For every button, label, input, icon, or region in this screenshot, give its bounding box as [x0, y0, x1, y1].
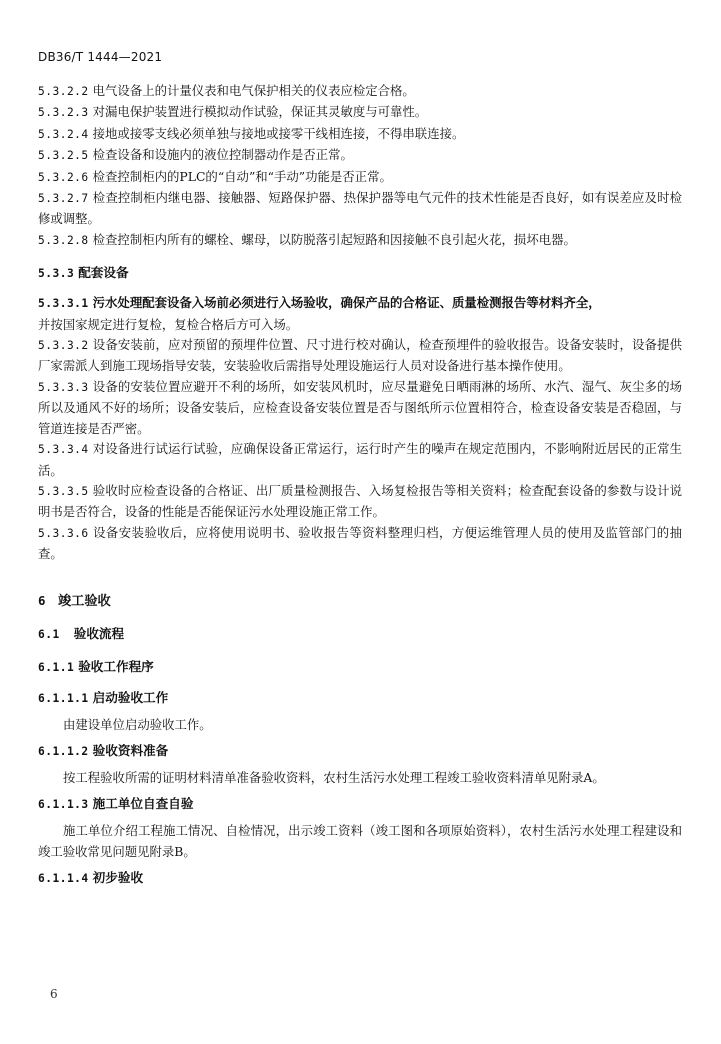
section-title: 启动验收工作 [92, 689, 169, 705]
clause-number: 5.3.2.2 [38, 85, 89, 98]
clause-text: 检查控制柜内继电器、接触器、短路保护器、热保护器等电气元件的技术性能是否良好，如有误差应及时检修或调整。 [38, 190, 682, 227]
chapter-heading-6 [38, 591, 682, 612]
clause-text: 检查控制柜内所有的螺栓、螺母，以防脱落引起短路和因接触不良引起火花，损坏电器。 [92, 231, 576, 247]
document-code-header: DB36/T 1444—2021 [38, 50, 163, 64]
section-body-6-1-1-1: 由建设单位启动验收工作。 [63, 716, 212, 732]
chapter-title: 竣工验收 [57, 593, 111, 609]
clause-text: 对设备进行试运行试验，应确保设备正常运行，运行时产生的噪声在规定范围内，不影响附近居民的正常生活。 [38, 441, 682, 478]
section-heading-6-1-1-3 [38, 794, 682, 815]
section-heading-6-1-1-1 [38, 688, 682, 709]
clause-text: 污水处理配套设备入场前必须进行入场验收，确保产品的合格证、质量检测报告等材料齐全， [92, 295, 601, 311]
clause-text: 电气设备上的计量仪表和电气保护相关的仪表应检定合格。 [92, 83, 415, 98]
page-content [38, 81, 682, 895]
clause-number: 5.3.2.3 [38, 106, 89, 120]
section-number: 6.1.1 [38, 660, 75, 674]
clause-text: 接地或接零支线必须单独与接地或接零干线相连接，不得串联连接。 [92, 125, 465, 141]
clause-5-3-3-3 [38, 377, 682, 439]
chapter-number: 6 [38, 592, 46, 608]
clause-number: 5.3.2.8 [38, 233, 89, 247]
section-title: 验收工作程序 [78, 658, 154, 674]
section-title: 配套设备 [78, 265, 129, 281]
clause-5-3-2-7 [38, 188, 682, 230]
clause-text: 验收时应检查设备的合格证、出厂质量检测报告、入场复检报告等相关资料；检查配套设备的参数与设计说明书是否符合，设备的性能是否能保证污水处理设施正常工作。 [38, 482, 682, 520]
clause-5-3-3-1-continued [38, 315, 682, 335]
section-number: 6.1.1.1 [38, 691, 89, 705]
section-title: 验收资料准备 [92, 742, 169, 758]
clause-number: 5.3.3.5 [38, 484, 89, 498]
clause-5-3-3-4 [38, 439, 682, 481]
clause-5-3-2-5 [38, 145, 682, 166]
section-number: 6.1.1.2 [38, 744, 89, 758]
section-title: 验收流程 [73, 625, 125, 641]
clause-5-3-2-3 [38, 102, 682, 123]
section-number: 6.1.1.3 [38, 798, 89, 812]
section-number: 6.1 [38, 627, 60, 641]
clause-text: 设备安装验收后，应将使用说明书、验收报告等资料整理归档，方便运维管理人员的使用及监管部门的抽查。 [38, 524, 682, 562]
clause-5-3-3-2 [38, 335, 682, 377]
section-heading-6-1-1-2 [38, 741, 682, 762]
clause-number: 5.3.2.6 [38, 170, 89, 184]
clause-number: 5.3.2.4 [38, 127, 89, 141]
clause-number: 5.3.3.6 [38, 526, 89, 540]
section-title: 施工单位自查自验 [92, 796, 194, 812]
clause-5-3-2-8 [38, 230, 682, 251]
clause-number: 5.3.3.2 [38, 339, 89, 353]
section-heading-6-1 [38, 624, 682, 645]
section-number: 5.3.3 [38, 267, 75, 281]
section-heading-5-3-3 [38, 263, 682, 284]
clause-5-3-2-4 [38, 124, 682, 145]
clause-text: 设备的安装位置应避开不利的场所，如安装风机时，应尽量避免日晒雨淋的场所、水汽、湿气、灰尘多的场所以及通风不好的场所；设备安装后，应检查设备安装位置是否与图纸所示位置相符合，检查设备安装是否稳固，与管道连接是否严密。 [38, 378, 682, 436]
section-title: 初步验收 [92, 870, 144, 886]
clause-number: 5.3.2.5 [38, 149, 89, 163]
section-body-6-1-1-2: 按工程验收所需的证明材料清单准备验收资料，农村生活污水处理工程竣工验收资料清单见附录A。 [63, 769, 605, 785]
page-number: 6 [50, 987, 58, 1001]
section-heading-6-1-1-4 [38, 868, 682, 889]
clause-text-continued: 并按国家规定进行复检，复检合格后方可入场。 [38, 316, 299, 332]
section-heading-6-1-1 [38, 657, 682, 678]
clause-5-3-2-6 [38, 167, 682, 188]
clause-number: 5.3.2.7 [38, 192, 89, 206]
clause-text: 设备安装前，应对预留的预埋件位置、尺寸进行校对确认，检查预埋件的验收报告。设备安装时，设备提供厂家需派人到施工现场指导安装，安装验收后需指导处理设施运行人员对设备进行基本操作使用。 [38, 337, 682, 374]
clause-5-3-3-1 [38, 293, 682, 314]
clause-number: 5.3.3.1 [38, 297, 89, 311]
clause-5-3-2-2 [38, 81, 682, 102]
clause-5-3-3-6 [38, 523, 682, 565]
section-body-6-1-1-3: 施工单位介绍工程施工情况、自检情况，出示竣工资料（竣工图和各项原始资料），农村生活污水处理工程建设和竣工验收常见问题见附录B。 [38, 823, 682, 859]
section-number: 6.1.1.4 [38, 872, 89, 886]
clause-text: 对漏电保护装置进行模拟动作试验，保证其灵敏度与可靠性。 [92, 104, 428, 120]
clause-text: 检查控制柜内的PLC的“自动”和“手动”功能是否正常。 [92, 168, 392, 184]
clause-5-3-3-5 [38, 481, 682, 523]
clause-text: 检查设备和设施内的液位控制器动作是否正常。 [92, 147, 353, 163]
clause-number: 5.3.3.4 [38, 443, 89, 457]
clause-number: 5.3.3.3 [38, 380, 89, 394]
